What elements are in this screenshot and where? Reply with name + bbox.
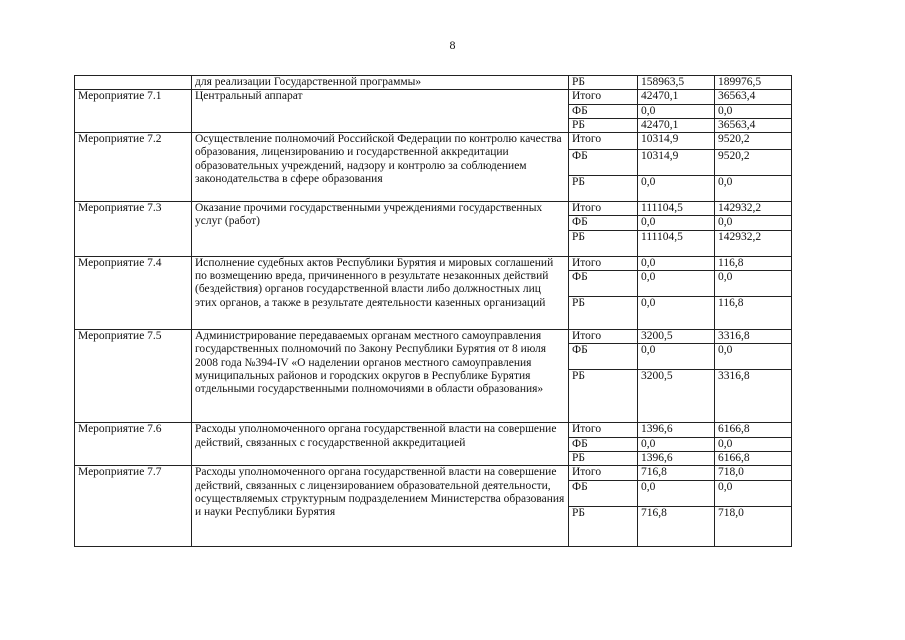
funding-source: ФБ [569,216,638,230]
value-1: 0,0 [638,216,715,230]
continuation-row [75,76,792,90]
funding-source: РБ [569,297,638,330]
measure-label: Мероприятие 7.7 [75,466,192,546]
measures-table [74,75,792,547]
funding-source: ФБ [569,437,638,451]
funding-source: ФБ [569,150,638,176]
measure-row [75,466,792,480]
measure-description: Осуществление полномочий Российской Федерации по контролю качества образования, лицензированию и государственной аккредитации образовательных учреждений, надзору и контролю за соблюдением законодательства в сфере образования [192,133,569,202]
value-2: 3316,8 [715,330,792,344]
value-2: 0,0 [715,104,792,118]
measure-row [75,90,792,104]
funding-source: Итого [569,256,638,270]
value-1: 0,0 [638,104,715,118]
funding-source: РБ [569,176,638,202]
value-2: 9520,2 [715,150,792,176]
measure-row [75,423,792,437]
continuation-label-cell [75,76,192,90]
measure-row [75,330,792,344]
value-1: 111104,5 [638,230,715,256]
value-1: 716,8 [638,466,715,480]
funding-source: Итого [569,133,638,150]
value-1: 0,0 [638,437,715,451]
value-1: 1396,6 [638,451,715,465]
measure-description: Исполнение судебных актов Республики Бурятия и мировых соглашений по возмещению вреда, причиненного в результате незаконных действий (бездействия) органов государственной власти либо должностных лиц этих органов, а также в результате деятельности казенных организаций [192,256,569,329]
funding-source: Итого [569,330,638,344]
measure-description: Администрирование передаваемых органам местного самоуправления государственных полномочий по Закону Республики Бурятия от 8 июля 2008 года №394-IV «О наделении органов местного самоуправления муниципальных районов и городских округов в Республике Бурятия отдельными государственными полномочиями в области образования» [192,330,569,423]
value-1: 42470,1 [638,90,715,104]
continuation-description: для реализации Государственной программы» [192,76,569,90]
measure-row [75,256,792,270]
measure-description: Оказание прочими государственными учреждениями государственных услуг (работ) [192,202,569,257]
value-2: 116,8 [715,256,792,270]
value-1: 111104,5 [638,202,715,216]
funding-source: Итого [569,423,638,437]
funding-source: РБ [569,118,638,132]
value-1: 716,8 [638,506,715,546]
funding-source: ФБ [569,480,638,506]
value-1: 0,0 [638,176,715,202]
value-2: 116,8 [715,297,792,330]
value-1: 10314,9 [638,133,715,150]
value-2: 0,0 [715,437,792,451]
funding-source: ФБ [569,271,638,297]
value-1: 3200,5 [638,370,715,423]
funding-source: Итого [569,202,638,216]
value-2: 0,0 [715,216,792,230]
page-number: 8 [449,38,456,52]
funding-source: ФБ [569,344,638,370]
measure-row [75,202,792,216]
value-1: 1396,6 [638,423,715,437]
measure-description: Центральный аппарат [192,90,569,133]
measure-label: Мероприятие 7.1 [75,90,192,133]
value-2: 36563,4 [715,90,792,104]
value-2: 0,0 [715,176,792,202]
value-1: 0,0 [638,256,715,270]
value-2: 0,0 [715,344,792,370]
measure-label: Мероприятие 7.3 [75,202,192,257]
value-2: 142932,2 [715,230,792,256]
value-1: 0,0 [638,271,715,297]
value-2: 718,0 [715,506,792,546]
value-2: 9520,2 [715,133,792,150]
value-2: 6166,8 [715,423,792,437]
value-1: 0,0 [638,480,715,506]
value-1: 3200,5 [638,330,715,344]
value-1: 0,0 [638,297,715,330]
funding-source: ФБ [569,104,638,118]
continuation-value-2: 189976,5 [715,76,792,90]
value-2: 6166,8 [715,451,792,465]
measure-row [75,133,792,150]
value-2: 0,0 [715,480,792,506]
value-1: 42470,1 [638,118,715,132]
continuation-value-1: 158963,5 [638,76,715,90]
measure-label: Мероприятие 7.5 [75,330,192,423]
funding-source: РБ [569,230,638,256]
value-2: 0,0 [715,271,792,297]
value-1: 10314,9 [638,150,715,176]
funding-source: Итого [569,90,638,104]
value-1: 0,0 [638,344,715,370]
value-2: 142932,2 [715,202,792,216]
value-2: 718,0 [715,466,792,480]
funding-source: РБ [569,370,638,423]
measures-table-body [75,76,792,547]
measure-description: Расходы уполномоченного органа государственной власти на совершение действий, связанных с лицензированием образовательной деятельности, осуществляемых структурным подразделением Министерства образования и науки Республики Бурятия [192,466,569,546]
measure-description: Расходы уполномоченного органа государственной власти на совершение действий, связанных с государственной аккредитацией [192,423,569,466]
funding-source: Итого [569,466,638,480]
measure-label: Мероприятие 7.6 [75,423,192,466]
measure-label: Мероприятие 7.4 [75,256,192,329]
funding-source: РБ [569,451,638,465]
funding-source: РБ [569,506,638,546]
value-2: 3316,8 [715,370,792,423]
measure-label: Мероприятие 7.2 [75,133,192,202]
continuation-source: РБ [569,76,638,90]
value-2: 36563,4 [715,118,792,132]
